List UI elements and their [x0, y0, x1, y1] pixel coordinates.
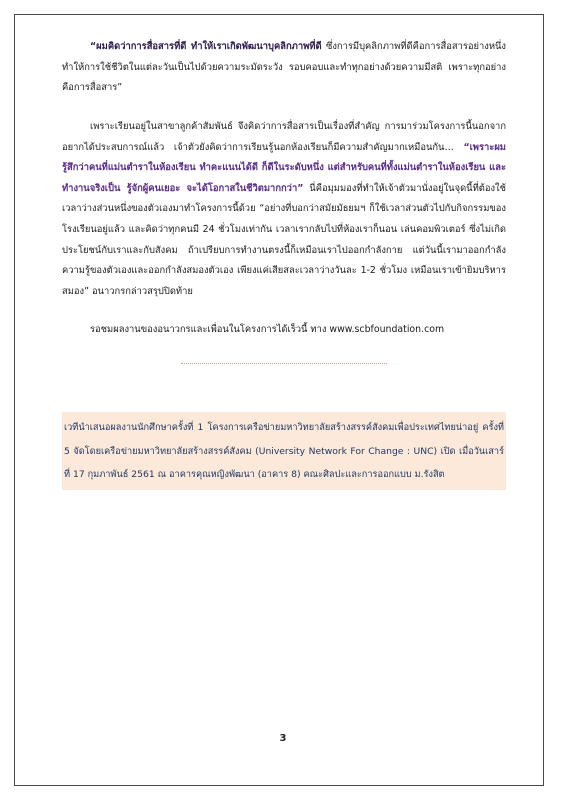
dotted-divider	[181, 363, 387, 364]
body-text-part1: เพราะเรียนอยู่ในสาขาลูกค้าสัมพันธ์ จึงคิดว่าการสื่อสารเป็นเรื่องที่สำคัญ การมาร่วมโครงการนี้นอกจากอยากได้ประสบการณ์แล้ว เจ้าตัวยังคิดว่าการเรียนรู้นอกห้องเรียนก็มีความสำคัญมากเหมือนกัน…	[62, 121, 506, 153]
body-text-part2: นี่คือมุมมองที่ทำให้เจ้าตัวมานั่งอยู่ในจุดนี้ที่ต้องใช้เวลาว่างส่วนหนึ่งของตัวเองมาทำโครงการนี้ด้วย “อย่างที่บอกว่าสมัยมัธยมฯ ก็ใช้เวลาส่วนตัวไปกับกิจกรรมของโรงเรียนอยู่แล้ว และคิดว่าทุกคนมี 24 ชั่วโมงเท่ากัน เวลาเรากลับไปที่ห้องเราก็นอน เล่นคอมพิวเตอร์ ซึ่งไม่เกิดประโยชน์กับเราและกับสังคม ถ้าเปรียบการทำงานตรงนี้ก็เหมือนเราไปออกกำลังกาย แต่วันนี้เรามาออกกำลังความรู้ของตัวเองและออกกำลังสมองตัวเอง เพียงแค่เสียสละเวลาว่างวันละ 1-2 ชั่วโมง เหมือนเราเข้ายิมบริหารสมอง” อนาวกรกล่าวสรุปปิดท้าย	[62, 182, 506, 297]
closing-paragraph	[62, 320, 506, 341]
photo-caption-box	[62, 412, 506, 490]
closing-text: รอชมผลงานของอนาวกรและเพื่อนในโครงการได้เร็วนี้ ทาง www.scbfoundation.com	[90, 324, 445, 335]
quote-paragraph	[62, 37, 506, 99]
body-paragraph	[62, 117, 506, 302]
quote-rest-text: ซึ่งการมีบุคลิกภาพที่ดีคือการสื่อสารอย่างหนึ่ง ทำให้การใช้ชีวิตในแต่ละวันเป็นไปด้วยความระมัดระวัง รอบคอบและทำทุกอย่างด้วยความมีสติ เพราะทุกอย่างคือการสื่อสาร”	[62, 41, 507, 94]
caption-text: เวทีนำเสนอผลงานนักศึกษาครั้งที่ 1 โครงการเครือข่ายมหาวิทยาลัยสร้างสรรค์สังคมเพื่อประเทศไทยน่าอยู่ ครั้งที่ 5 จัดโดยเครือข่ายมหาวิทยาลัยสร้างสรรค์สังคม (University Network For Change : UNC) เปิด เมื่อวันเสาร์ที่ 17 กุมภาพันธ์ 2561 ณ อาคารคุณหญิงพัฒนา (อาคาร 8) คณะศิลปะและการออกแบบ ม.รังสิต	[64, 422, 504, 480]
quote-bold-text: “ผมคิดว่าการสื่อสารที่ดี ทำให้เราเกิดพัฒนาบุคลิกภาพที่ดี	[90, 41, 322, 52]
highlighted-quote: “เพราะผมรู้สึกว่าคนที่แม่นตำราในห้องเรียน ทำคะแนนได้ดี ก็ดีในระดับหนึ่ง แต่สำหรับคนที่ทั้งแม่นตำราในห้องเรียน และทำงานจริงเป็น รู้จักผู้คนเยอะ จะได้โอกาสในชีวิตมากกว่า”	[62, 141, 506, 194]
page-number: 3	[279, 733, 287, 744]
